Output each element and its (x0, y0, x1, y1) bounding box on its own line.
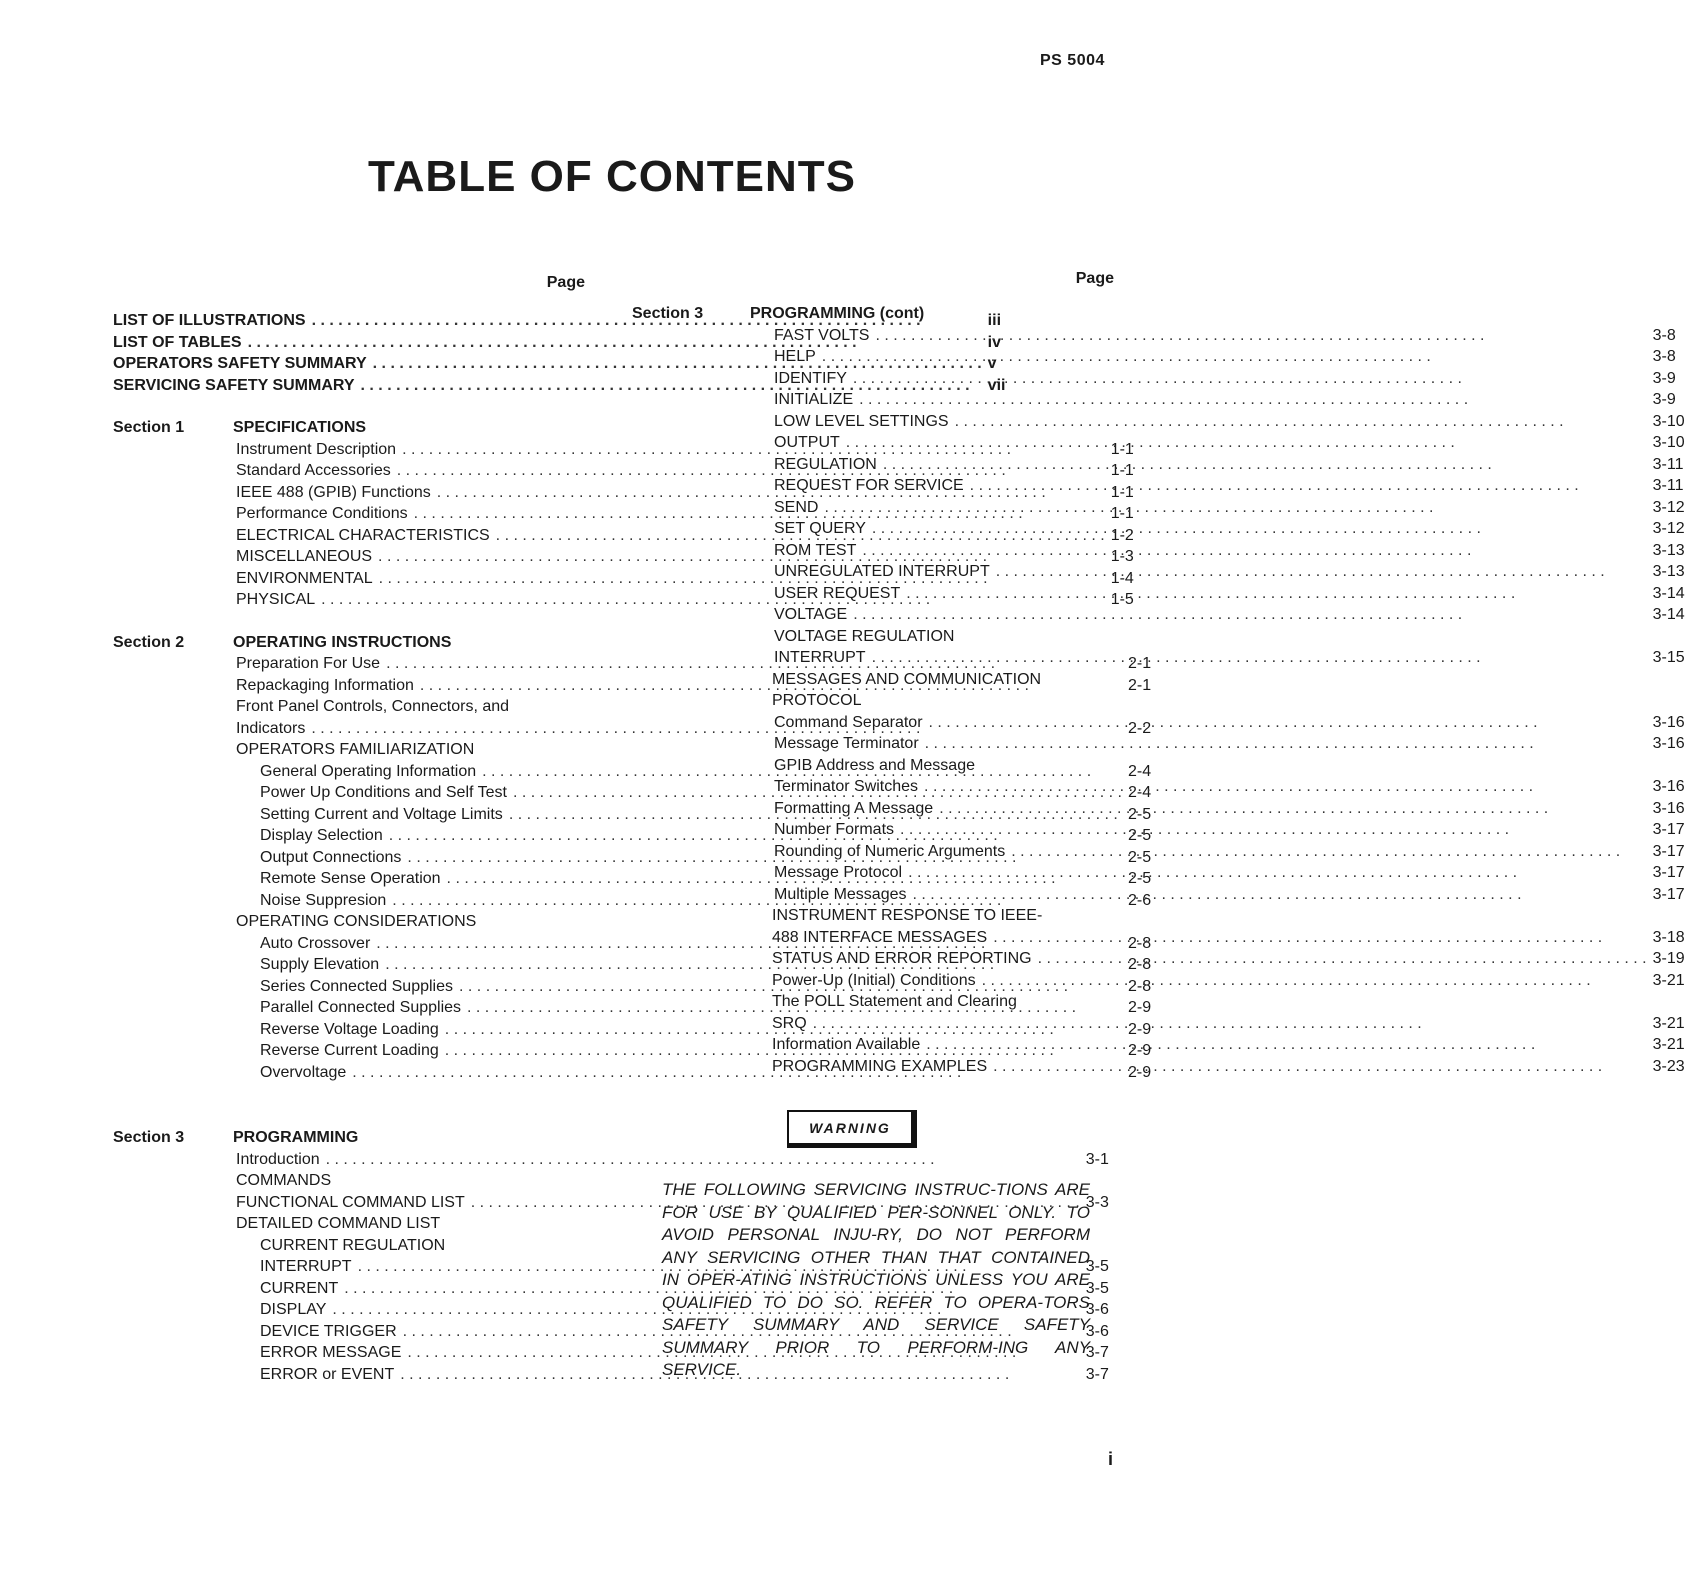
toc-entry-page: 1-3 (1110, 548, 1134, 565)
toc-entry-page: 3-14 (1652, 606, 1685, 623)
dot-leader (883, 454, 1647, 476)
dot-leader (862, 540, 1646, 562)
toc-entry-title: UNREGULATED INTERRUPT (774, 563, 990, 580)
toc-entry-title: Formatting A Message (774, 799, 934, 817)
toc-entry-page: 3-3 (1085, 1193, 1109, 1211)
toc-entry-title: Rounding of Numeric Arguments (774, 842, 1006, 860)
toc-entry-title: CURRENT (260, 1279, 339, 1297)
dot-leader (996, 561, 1647, 583)
toc-entry-page: 3-17 (1652, 864, 1685, 881)
toc-entry (750, 690, 1685, 712)
dot-leader (822, 346, 1647, 368)
toc-entry (750, 884, 1685, 906)
toc-entry (750, 497, 1685, 519)
toc-entry-title: Parallel Connected Supplies (260, 999, 462, 1016)
toc-entry-title: FAST VOLTS (774, 326, 870, 344)
toc-entry-page: 3-15 (1652, 649, 1685, 666)
toc-entry-title: ERROR or EVENT (260, 1365, 395, 1383)
toc-entry-title: Power-Up (Initial) Conditions (772, 971, 976, 989)
toc-entry-title: LOW LEVEL SETTINGS (774, 412, 949, 430)
toc-entry-page: 3-21 (1652, 971, 1685, 989)
dot-leader (1038, 948, 1647, 970)
toc-entry-page: 2-5 (1127, 848, 1152, 866)
toc-entry (750, 389, 1685, 411)
toc-entry-title: USER REQUEST (774, 584, 901, 602)
dot-leader (955, 411, 1647, 433)
toc-entry-title: Power Up Conditions and Self Test (260, 784, 507, 801)
toc-entry-title: SET QUERY (774, 520, 866, 537)
toc-entry-title: INITIALIZE (774, 391, 854, 408)
toc-entry-title: Standard Accessories (236, 462, 391, 479)
toc-entry-title: IEEE 488 (GPIB) Functions (236, 483, 431, 501)
toc-entry-page: 2-9 (1127, 1042, 1152, 1059)
toc-entry-page: 3-12 (1652, 498, 1685, 516)
toc-entry-page: 3-10 (1652, 434, 1685, 451)
toc-entry-page: 2-5 (1127, 805, 1152, 823)
toc-entry-title: Repackaging Information (236, 676, 414, 694)
section-heading: OPERATING INSTRUCTIONS (233, 633, 452, 651)
toc-entry-title: GPIB Address and Message (774, 756, 975, 774)
toc-entry (750, 776, 1685, 798)
toc-entry-page: 3-6 (1085, 1301, 1109, 1318)
toc-entry (750, 669, 1685, 691)
toc-entry-title: Output Connections (260, 848, 402, 866)
toc-entry-title: DETAILED COMMAND LIST (236, 1215, 441, 1232)
dot-leader (326, 1149, 1080, 1171)
toc-entry-title: Reverse Current Loading (260, 1042, 439, 1059)
toc-entry (750, 475, 1685, 497)
toc-entry-page: v (987, 355, 997, 372)
toc-entry-page: 2-8 (1127, 934, 1152, 952)
warning-text: THE FOLLOWING SERVICING INSTRUC-TIONS ARE FOR USE BY QUALIFIED PER-SONNEL ONLY. TO AVOID PERSONAL INJU-RY, DO NOT PERFORM ANY SERVICING OTHER THAN THAT CONTAINED IN OPER-ATING INSTRUCTIONS UNLESS YOU ARE QUALIFIED TO DO SO. REFER TO OPERA-TORS SAFETY SUMMARY AND SERVICE SAFETY SUMMARY PRIOR TO PERFORM-ING ANY SERVICE. (662, 1180, 1090, 1379)
toc-entry-title: LIST OF ILLUSTRATIONS (113, 312, 306, 329)
toc-entry-page: 3-6 (1085, 1322, 1109, 1340)
toc-entry-title: SERVICING SAFETY SUMMARY (113, 376, 355, 394)
dot-leader (926, 1034, 1646, 1056)
toc-entry-title: Noise Suppresion (260, 891, 387, 909)
dot-leader (824, 497, 1646, 519)
toc-entry-page: 2-9 (1127, 1020, 1152, 1038)
toc-entry (750, 819, 1685, 841)
toc-entry-page: 3-9 (1652, 391, 1676, 408)
toc-entry-title: ROM TEST (774, 541, 857, 559)
toc-entry (233, 1149, 1118, 1171)
toc-entry-title: MESSAGES AND COMMUNICATION (772, 670, 1042, 688)
toc-entry (750, 1013, 1685, 1035)
toc-entry-title: Number Formats (774, 821, 895, 838)
dot-leader (906, 583, 1646, 605)
toc-entry-title: REGULATION (774, 455, 877, 473)
toc-entry (750, 432, 1685, 454)
toc-entry (750, 927, 1685, 949)
toc-entry-page: 3-5 (1085, 1279, 1109, 1297)
toc-entry-title: The POLL Statement and Clearing (772, 993, 1017, 1010)
toc-entry-title: ELECTRICAL CHARACTERISTICS (236, 526, 490, 544)
toc-entry (750, 583, 1685, 605)
dot-leader (924, 776, 1647, 798)
toc-entry-title: INTERRUPT (260, 1258, 352, 1275)
dot-leader (853, 368, 1647, 390)
toc-entry-title: COMMANDS (236, 1172, 332, 1189)
toc-entry (750, 862, 1685, 884)
toc-entry (750, 948, 1685, 970)
toc-entry-page: 3-1 (1085, 1150, 1109, 1168)
toc-entry-title: Preparation For Use (236, 655, 381, 672)
page-column-heading: Page (546, 274, 585, 291)
toc-entry-page: 2-9 (1127, 999, 1152, 1016)
toc-entry-title: ERROR MESSAGE (260, 1344, 402, 1361)
toc-entry-title: MISCELLANEOUS (236, 548, 373, 565)
toc-entry-page: 1-1 (1110, 462, 1134, 479)
toc-entry-page: 2-9 (1127, 1063, 1152, 1081)
toc-entry-page: 1-1 (1110, 483, 1134, 501)
dot-leader (872, 647, 1647, 669)
toc-entry-title: CURRENT REGULATION (260, 1236, 446, 1254)
toc-entry (750, 346, 1685, 368)
toc-entry-title: OPERATORS FAMILIARIZATION (236, 741, 475, 758)
dot-leader (929, 712, 1647, 734)
toc-entry-title: Command Separator (774, 713, 923, 731)
toc-entry-title: Information Available (772, 1036, 921, 1053)
toc-entry-title: General Operating Information (260, 762, 477, 780)
toc-entry-page: 2-8 (1127, 977, 1152, 995)
toc-entry-title: Overvoltage (260, 1063, 347, 1081)
toc-entry-page: 3-7 (1085, 1344, 1109, 1361)
dot-leader (1011, 841, 1646, 863)
toc-entry-title: Performance Conditions (236, 505, 408, 522)
toc-entry-title: PHYSICAL (236, 591, 316, 608)
toc-entry-title: OUTPUT (774, 434, 840, 451)
toc-entry-title: INSTRUMENT RESPONSE TO IEEE- (772, 907, 1043, 924)
toc-entry-title: DEVICE TRIGGER (260, 1322, 397, 1340)
toc-entry-title: Auto Crossover (260, 934, 371, 952)
toc-entry-title: Display Selection (260, 827, 383, 844)
toc-entry-page: 3-11 (1652, 477, 1684, 494)
dot-leader (872, 518, 1647, 540)
toc-entry-title: PROGRAMMING EXAMPLES (772, 1057, 988, 1075)
toc-entry-page: 3-17 (1652, 842, 1685, 860)
toc-entry-title: VOLTAGE REGULATION (774, 627, 955, 645)
toc-entry (750, 518, 1685, 540)
toc-entry (750, 325, 1685, 347)
toc-entry-title: Series Connected Supplies (260, 977, 454, 995)
toc-entry-title: VOLTAGE (774, 606, 848, 623)
toc-entry-title: Front Panel Controls, Connectors, and (236, 698, 510, 715)
dot-leader (846, 432, 1647, 454)
dot-leader (982, 970, 1647, 992)
toc-entry-page: vii (987, 376, 1006, 394)
section-3-cont-body (750, 303, 1685, 1077)
toc-entry-page: 3-13 (1652, 563, 1685, 580)
section-heading: SPECIFICATIONS (233, 419, 367, 436)
toc-entry-page: 3-8 (1652, 326, 1676, 344)
toc-entry-page: 3-21 (1652, 1014, 1685, 1032)
toc-entry-page: 1-1 (1110, 440, 1134, 458)
toc-entry-page: 2-6 (1127, 891, 1152, 909)
toc-entry (750, 1034, 1685, 1056)
toc-entry-page: 3-16 (1652, 778, 1685, 795)
toc-entry-title: IDENTIFY (774, 369, 847, 387)
toc-entry-page: iii (987, 312, 1002, 329)
toc-entry-title: PROTOCOL (772, 692, 862, 709)
toc-entry (750, 712, 1685, 734)
toc-entry (750, 604, 1685, 626)
dot-leader (875, 325, 1646, 347)
toc-entry (750, 626, 1685, 648)
toc-entry-page: 3-12 (1652, 520, 1685, 537)
toc-entry-page: 2-1 (1127, 655, 1152, 672)
toc-entry (750, 991, 1685, 1013)
toc-entry-title: Reverse Voltage Loading (260, 1020, 439, 1038)
toc-entry-page: 3-16 (1652, 735, 1685, 752)
toc-entry-page: iv (987, 333, 1002, 351)
toc-entry-page: 1-4 (1110, 569, 1134, 587)
toc-entry-page: 1-5 (1110, 591, 1134, 608)
toc-entry (750, 368, 1685, 390)
toc-entry-title: LIST OF TABLES (113, 333, 242, 351)
toc-entry-title: SRQ (772, 1014, 807, 1032)
toc-entry (750, 411, 1685, 433)
toc-entry-page: 3-23 (1652, 1057, 1685, 1075)
toc-entry-page: 3-14 (1652, 584, 1685, 602)
toc-entry (750, 755, 1685, 777)
toc-entry-page: 3-18 (1652, 928, 1685, 946)
section-heading: PROGRAMMING (233, 1129, 359, 1146)
dot-leader (939, 798, 1646, 820)
toc-entry-page: 3-17 (1652, 885, 1685, 903)
toc-entry-page: 2-4 (1127, 762, 1152, 780)
toc-entry-page: 3-7 (1085, 1365, 1109, 1383)
toc-entry-page: 2-4 (1127, 784, 1152, 801)
toc-entry-page: 3-16 (1652, 799, 1685, 817)
toc-entry-page: 3-5 (1085, 1258, 1109, 1275)
dot-leader (993, 1056, 1646, 1078)
toc-entry-title: ENVIRONMENTAL (236, 569, 373, 587)
dot-leader (900, 819, 1647, 841)
toc-entry-page: 3-17 (1652, 821, 1685, 838)
toc-entry-page: 1-1 (1110, 505, 1134, 522)
toc-entry (750, 561, 1685, 583)
toc-entry-title: STATUS AND ERROR REPORTING (772, 950, 1032, 967)
toc-entry-page: 3-9 (1652, 369, 1676, 387)
toc-entry (750, 841, 1685, 863)
dot-leader (813, 1013, 1647, 1035)
toc-entry-title: HELP (774, 348, 816, 365)
dot-leader (970, 475, 1647, 497)
toc-entry-title: 488 INTERFACE MESSAGES (772, 928, 988, 946)
section-heading: PROGRAMMING (cont) (750, 305, 925, 322)
toc-entry-page: 3-8 (1652, 348, 1676, 365)
toc-entry-page: 2-1 (1127, 676, 1152, 694)
toc-entry-page: 3-21 (1652, 1036, 1685, 1053)
dot-leader (913, 884, 1647, 906)
toc-entry-title: Setting Current and Voltage Limits (260, 805, 503, 823)
section-label: Section 1 (113, 419, 185, 436)
toc-entry-page: 2-5 (1127, 870, 1152, 887)
section-label: Section 3 (632, 305, 704, 322)
toc-entry-title: OPERATORS SAFETY SUMMARY (113, 355, 367, 372)
toc-entry (750, 905, 1685, 927)
toc-entry-title: Multiple Messages (774, 885, 907, 903)
toc-entry-page: 2-8 (1127, 956, 1152, 973)
toc-entry-title: Message Terminator (774, 735, 919, 752)
section-label: Section 2 (113, 633, 185, 651)
toc-entry-page: 2-5 (1127, 827, 1152, 844)
document-id: PS 5004 (1040, 52, 1105, 69)
section-label: Section 3 (113, 1129, 185, 1146)
toc-entry-page: 3-13 (1652, 541, 1685, 559)
dot-leader (908, 862, 1647, 884)
toc-entry-title: Remote Sense Operation (260, 870, 441, 887)
toc-entry-title: Introduction (236, 1150, 320, 1168)
toc-entry-page: 3-16 (1652, 713, 1685, 731)
toc-entry-title: FUNCTIONAL COMMAND LIST (236, 1193, 465, 1211)
toc-entry-title: REQUEST FOR SERVICE (774, 477, 964, 494)
toc-entry-title: SEND (774, 498, 819, 516)
toc-entry (750, 970, 1685, 992)
dot-leader (925, 733, 1647, 755)
page-column-heading: Page (1075, 270, 1114, 287)
toc-entry (750, 733, 1685, 755)
toc-entry (750, 540, 1685, 562)
toc-entry-title: INTERRUPT (774, 649, 866, 666)
toc-entry-title: Instrument Description (236, 440, 397, 458)
dot-leader (859, 389, 1647, 411)
toc-entry-page: 2-2 (1127, 719, 1152, 737)
toc-entry-page: 1-2 (1110, 526, 1134, 544)
toc-entry (750, 798, 1685, 820)
dot-leader (853, 604, 1646, 626)
toc-entry-title: Supply Elevation (260, 956, 380, 973)
toc-entry-title: DISPLAY (260, 1301, 327, 1318)
toc-entry-page: 3-11 (1652, 455, 1684, 473)
toc-entry (750, 647, 1685, 669)
toc-entry (750, 454, 1685, 476)
warning-badge: WARNING (787, 1110, 917, 1148)
toc-entry (750, 1056, 1685, 1078)
toc-entry-page: 3-10 (1652, 412, 1685, 430)
toc-entry-title: Terminator Switches (774, 778, 919, 795)
toc-entry-title: Message Protocol (774, 864, 903, 881)
toc-entry-page: 3-19 (1652, 950, 1685, 967)
page-title: TABLE OF CONTENTS (368, 152, 856, 201)
toc-entry-title: Indicators (236, 719, 306, 737)
dot-leader (993, 927, 1646, 949)
page-number: i (1108, 1449, 1114, 1469)
toc-entry-title: OPERATING CONSIDERATIONS (236, 913, 477, 930)
